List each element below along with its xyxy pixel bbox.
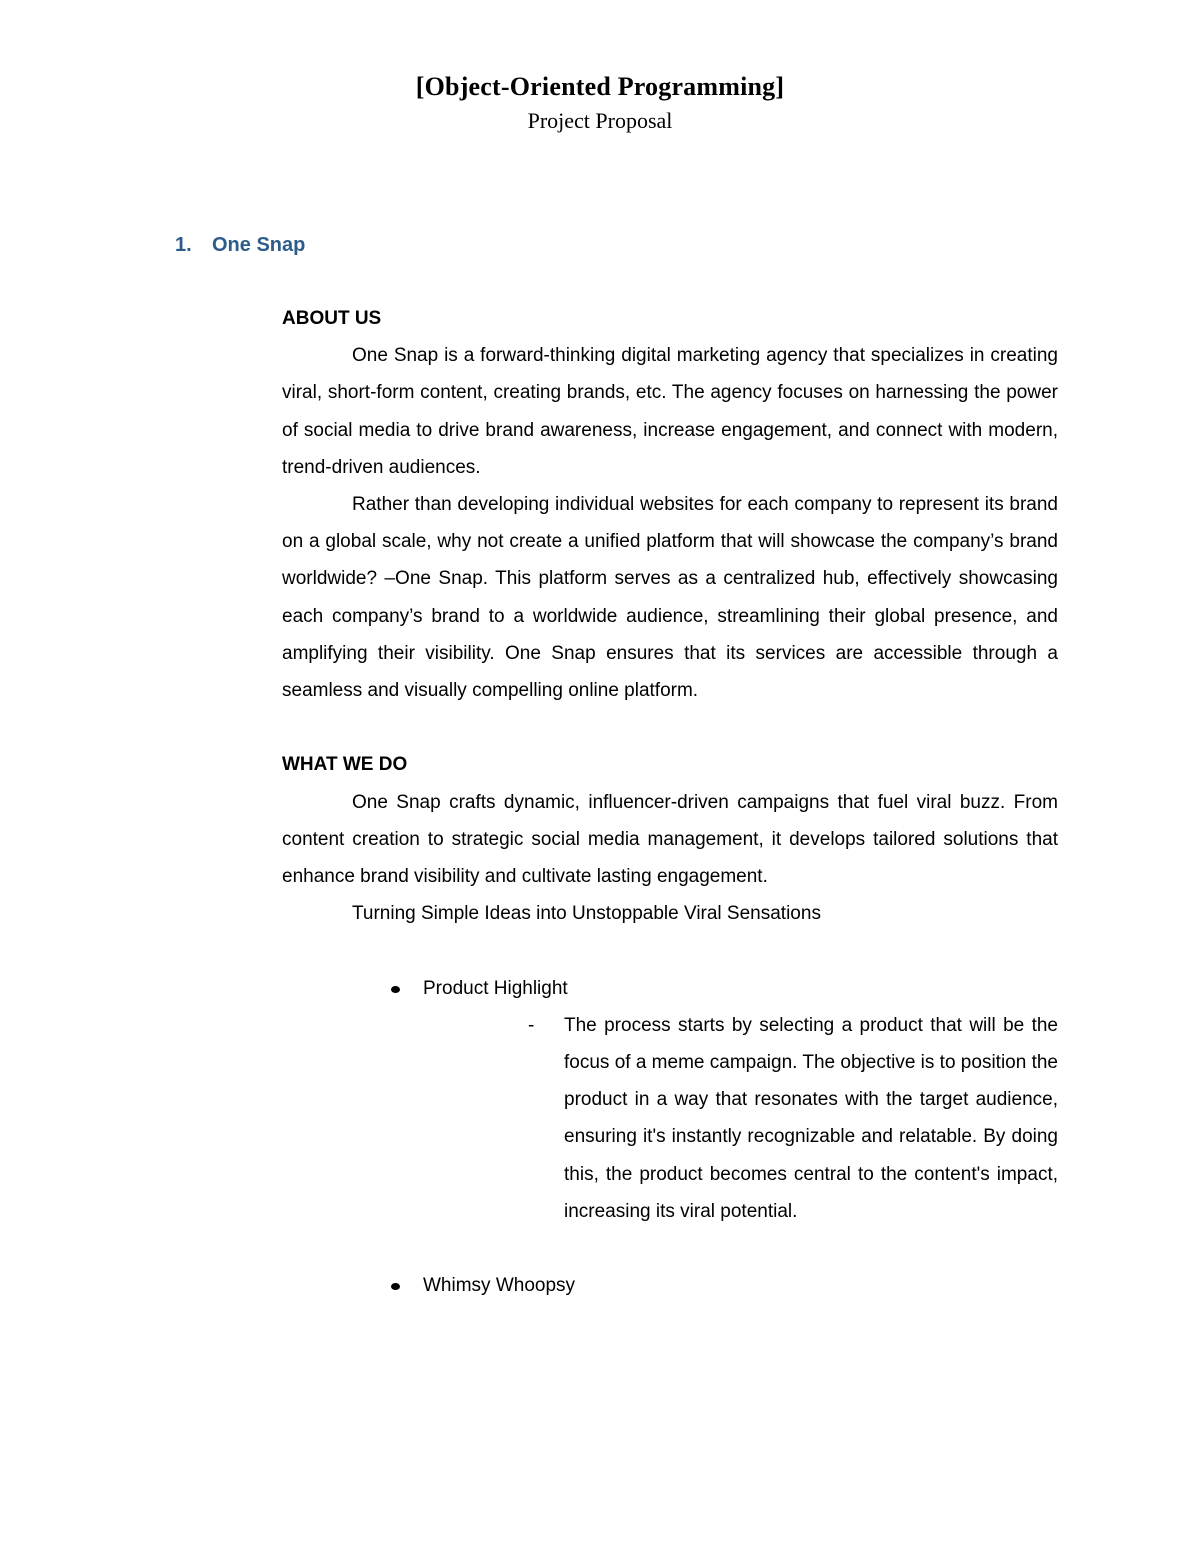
about-us-paragraph: One Snap is a forward-thinking digital marketing agency that specializes in creating viral, short-form content, creating brands, etc. The agency focuses on harnessing the power of social media to drive brand awareness, increase engagement, and connect with modern, trend-driven audiences.	[282, 345, 1058, 478]
what-we-do-heading: WHAT WE DO	[282, 754, 408, 776]
bullet-dot-icon	[391, 1283, 400, 1290]
document-title: [Object-Oriented Programming]	[415, 72, 785, 101]
spacer	[282, 932, 1058, 969]
bullet-dot-icon	[391, 986, 400, 993]
section-number: 1.	[175, 234, 192, 256]
what-we-do-tagline: Turning Simple Ideas into Unstoppable Viral Sensations	[352, 903, 821, 925]
about-us-paragraph: Rather than developing individual websites for each company to represent its brand on a global scale, why not create a unified platform that will showcase the company’s brand worldwide? –One Snap. This platform serves as a centralized hub, effectively showcasing each company’s brand to a worldwide audience, streamlining their global presence, and amplifying their visibility. One Snap ensures that its services are accessible through a seamless and visually compelling online platform.	[282, 494, 1058, 702]
section-title: One Snap	[212, 234, 306, 256]
section-content	[282, 300, 1058, 1304]
what-we-do-paragraph: One Snap crafts dynamic, influencer-driven campaigns that fuel viral buzz. From content creation to strategic social media management, it develops tailored solutions that enhance brand visibility and cultivate lasting engagement.	[282, 791, 1058, 888]
document-subtitle: Project Proposal	[527, 108, 673, 133]
bullet-detail-text: The process starts by selecting a product that will be the focus of a meme campaign. The objective is to position the product in a way that resonates with the target audience, ensuring it's instantly recognizable and relatable. By doing this, the product becomes central to the content's impact, increasing its viral potential.	[564, 1014, 1058, 1222]
spacer	[282, 1230, 1058, 1267]
bullet-label: Whimsy Whoopsy	[423, 1275, 576, 1297]
bullet-item	[282, 1267, 1058, 1304]
section-heading	[175, 231, 305, 259]
spacer	[282, 709, 1058, 746]
dash-marker: -	[528, 1014, 535, 1036]
about-us-heading: ABOUT US	[282, 308, 382, 329]
bullet-detail	[282, 1007, 1058, 1230]
bullet-item	[282, 970, 1058, 1007]
bullet-label: Product Highlight	[423, 977, 568, 999]
